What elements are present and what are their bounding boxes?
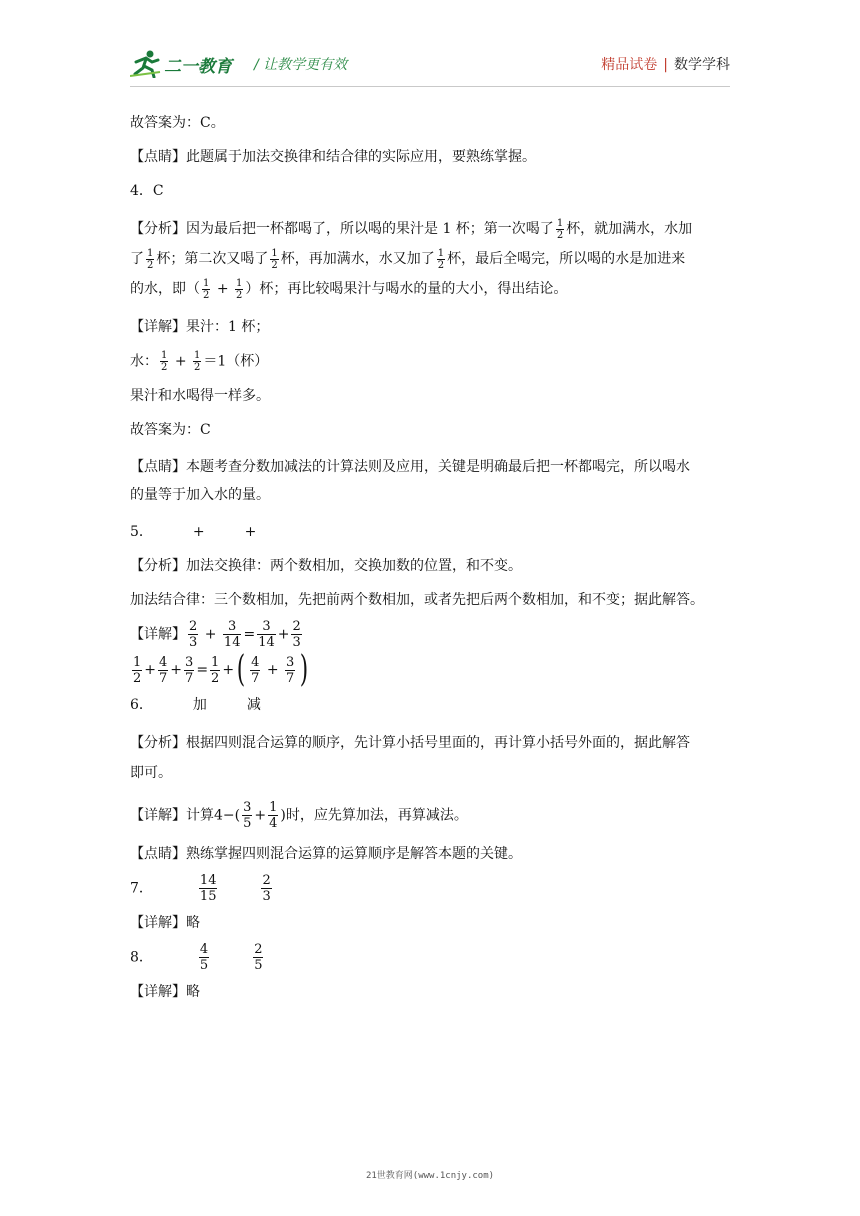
fraction: $\frac{1}{2}$ [161, 350, 168, 373]
fraction: $\frac{3}{7}$ [286, 654, 295, 686]
order-of-operations-line: 【详解】计算4−( $\frac{3}{5}$ + $\frac{1}{4}$ )时，应先算加法，再算减法。 [130, 800, 468, 831]
text-line [130, 447, 735, 515]
fraction: $\frac{2}{3}$ [292, 619, 301, 650]
question-number: 8． [130, 949, 153, 966]
logo [130, 48, 242, 78]
text-span: 时，应先算加法，再算减法。 [285, 807, 468, 824]
tag-quality: 精品试卷 [601, 57, 658, 73]
header-divider [130, 86, 730, 87]
fraction: $\frac{1}{2}$ [133, 654, 142, 686]
text-span: 的水，即（ [130, 281, 200, 297]
fraction: $\frac{1}{2}$ [236, 277, 243, 301]
slogan: / 让教学更有效 [254, 57, 348, 73]
text-line: 【详解】略 [130, 984, 200, 1000]
page-header [130, 40, 730, 84]
text-line: 【详解】略 [130, 915, 200, 931]
fraction: $\frac{1}{2}$ [271, 247, 278, 271]
answer-text: 减 [246, 697, 261, 713]
tag-subject: 数学学科 [674, 57, 730, 73]
fraction: $\frac{2}{3}$ [189, 619, 198, 650]
text-span: 【点睛】本题考查分数加减法的计算法则及应用，关键是明确最后把一杯都喝完，所以喝水 [130, 459, 690, 475]
subject-tag [601, 54, 730, 74]
plus-sign: + [174, 353, 187, 370]
fraction: $\frac{1}{2}$ [203, 277, 210, 301]
fraction: $\frac{1}{2}$ [211, 654, 220, 686]
question-number: 7． [130, 880, 153, 897]
logo-text: 二一教育 [164, 57, 232, 77]
text-span: 杯；第二次又喝了 [156, 251, 269, 267]
fraction: $\frac{3}{7}$ [185, 654, 194, 686]
text-span: ＝1（杯） [203, 353, 269, 370]
text-span: 杯，再加满水，水又加了 [280, 251, 435, 267]
fraction: $\frac{3}{14}$ [258, 619, 275, 650]
tag-separator: | [663, 57, 668, 73]
runner-logo-icon [130, 48, 164, 78]
text-span: 【详解】计算 [130, 807, 214, 824]
text-line: 【详解】果汁：1 杯； [130, 319, 270, 335]
question-8 [130, 940, 735, 975]
fraction: $\frac{1}{2}$ [437, 247, 445, 271]
fraction: $\frac{4}{7}$ [159, 654, 168, 686]
page-footer: 21世教育网(www.1cnjy.com) [365, 1171, 495, 1181]
question-6 [130, 688, 735, 722]
plus-sign: + [192, 524, 205, 540]
question-number: 6． [130, 697, 153, 713]
plus-sign: + [216, 281, 229, 297]
text-span: 水： [130, 353, 158, 370]
fraction: $\frac{1}{2}$ [194, 350, 201, 373]
text-span: 了 [130, 251, 144, 267]
question-5 [130, 515, 735, 549]
fraction: $\frac{2}{3}$ [262, 873, 271, 904]
fraction: $\frac{4}{7}$ [251, 654, 260, 686]
text-line: 【点睛】此题属于加法交换律和结合律的实际应用，要熟练掌握。 [130, 149, 536, 165]
text-span: ）杯；再比较喝果汁与喝水的量的大小，得出结论。 [245, 281, 568, 297]
text-span: 的量等于加入水的量。 [130, 487, 270, 503]
fraction: $\frac{1}{4}$ [269, 800, 278, 831]
answer-content [130, 106, 735, 1009]
associative-equation: $\frac{1}{2}$ + $\frac{4}{7}$ + $\frac{3}{7}$ = $\frac{1}{2}$ +( $\frac{4}{7}$ + $\frac{3}{7}$ ) [133, 649, 309, 690]
text-line: 【点睛】熟练掌握四则混合运算的运算顺序是解答本题的关键。 [130, 846, 522, 862]
question-number: 4．C [130, 183, 164, 199]
text-line: 故答案为：C [130, 422, 211, 438]
water-equation [130, 344, 735, 379]
text-line [130, 722, 735, 794]
question-number: 5． [130, 524, 153, 540]
text-span: 杯，就加满水，水加 [566, 221, 693, 237]
fraction: $\frac{1}{2}$ [556, 217, 564, 241]
analysis-paragraph [130, 208, 735, 310]
text-span: 【分析】根据四则混合运算的顺序，先计算小括号里面的，再计算小括号外面的，据此解答 [130, 735, 690, 751]
text-span: 【详解】 [130, 626, 186, 643]
plus-sign: + [244, 524, 257, 540]
fraction: $\frac{14}{15}$ [199, 873, 217, 904]
text-span: 【分析】因为最后把一杯都喝了，所以喝的果汁是 1 杯；第一次喝了 [130, 221, 554, 237]
text-span: 杯，最后全喝完，所以喝的水是加进来 [447, 251, 686, 267]
fraction: $\frac{1}{2}$ [147, 247, 154, 271]
commutative-equation: 【详解】 $\frac{2}{3}$ + $\frac{3}{14}$ = $\frac{3}{14}$ + $\frac{2}{3}$ [130, 619, 301, 650]
fraction: $\frac{2}{5}$ [254, 942, 263, 973]
text-span: 即可。 [130, 765, 172, 781]
text-line: 【分析】加法交换律：两个数相加，交换加数的位置，和不变。 [130, 558, 522, 574]
answer-text: 加 [192, 697, 207, 713]
fraction: $\frac{4}{5}$ [199, 942, 209, 973]
text-line: 故答案为：C。 [130, 115, 225, 131]
question-7 [130, 871, 735, 906]
text-line: 果汁和水喝得一样多。 [130, 388, 270, 404]
fraction: $\frac{3}{14}$ [223, 619, 241, 650]
fraction: $\frac{3}{5}$ [243, 800, 252, 831]
text-line: 加法结合律：三个数相加，先把前两个数相加，或者先把后两个数相加，和不变；据此解答。 [130, 592, 704, 608]
